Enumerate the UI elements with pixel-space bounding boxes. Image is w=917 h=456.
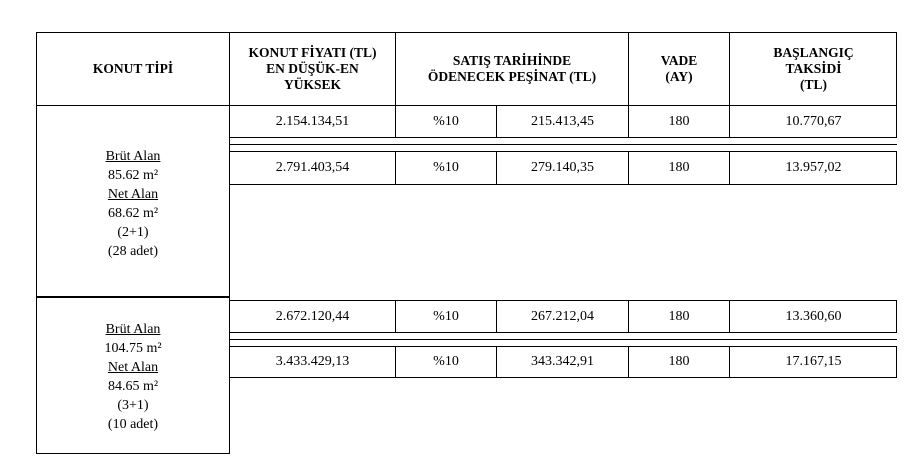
price-cell: 3.433.429,13 — [275, 354, 350, 369]
down-payment-cell: 215.413,45 — [531, 113, 594, 129]
gross-area-label: Brüt Alan — [105, 322, 161, 337]
net-area-label: Net Alan — [107, 187, 159, 202]
installment-cell: 13.360,60 — [785, 308, 842, 324]
price-cell: 2.791.403,54 — [275, 160, 350, 175]
header-konut-fiyati: KONUT FİYATI (TL) EN DÜŞÜK-EN YÜKSEK — [248, 45, 377, 92]
down-payment-cell: 343.342,91 — [531, 354, 594, 369]
rate-cell: %10 — [433, 308, 459, 324]
installment-cell: 17.167,15 — [785, 354, 842, 369]
room-layout: (2+1) — [117, 225, 149, 240]
gross-area-label: Brüt Alan — [105, 149, 161, 164]
type-description-group-2 — [37, 320, 229, 434]
term-cell: 180 — [668, 160, 690, 175]
gross-area-value: 104.75 m² — [104, 341, 162, 356]
gross-area-value: 85.62 m² — [107, 168, 159, 183]
row-separator — [229, 339, 897, 340]
type-description-group-1 — [37, 147, 229, 261]
term-cell: 180 — [668, 308, 690, 324]
header-vade: VADE (AY) — [660, 53, 698, 84]
room-layout: (3+1) — [117, 398, 149, 413]
rate-cell: %10 — [433, 354, 459, 369]
term-cell: 180 — [668, 113, 690, 129]
term-cell: 180 — [668, 354, 690, 369]
price-cell: 2.154.134,51 — [275, 113, 350, 129]
installment-cell: 13.957,02 — [785, 160, 842, 175]
installment-cell: 10.770,67 — [785, 113, 842, 129]
net-area-value: 84.65 m² — [107, 379, 159, 394]
unit-count: (28 adet) — [107, 244, 159, 259]
price-cell: 2.672.120,44 — [275, 308, 350, 324]
net-area-label: Net Alan — [107, 360, 159, 375]
row-separator — [229, 144, 897, 145]
rate-cell: %10 — [433, 113, 459, 129]
net-area-value: 68.62 m² — [107, 206, 159, 221]
header-konut-tipi: KONUT TİPİ — [92, 61, 174, 76]
header-baslangic-taksidi: BAŞLANGIÇ TAKSİDİ (TL) — [773, 45, 854, 92]
unit-count: (10 adet) — [107, 417, 159, 432]
down-payment-cell: 279.140,35 — [531, 160, 594, 175]
header-pesinat: SATIŞ TARİHİNDE ÖDENECEK PEŞİNAT (TL) — [427, 53, 597, 84]
rate-cell: %10 — [433, 160, 459, 175]
down-payment-cell: 267.212,04 — [531, 308, 594, 324]
